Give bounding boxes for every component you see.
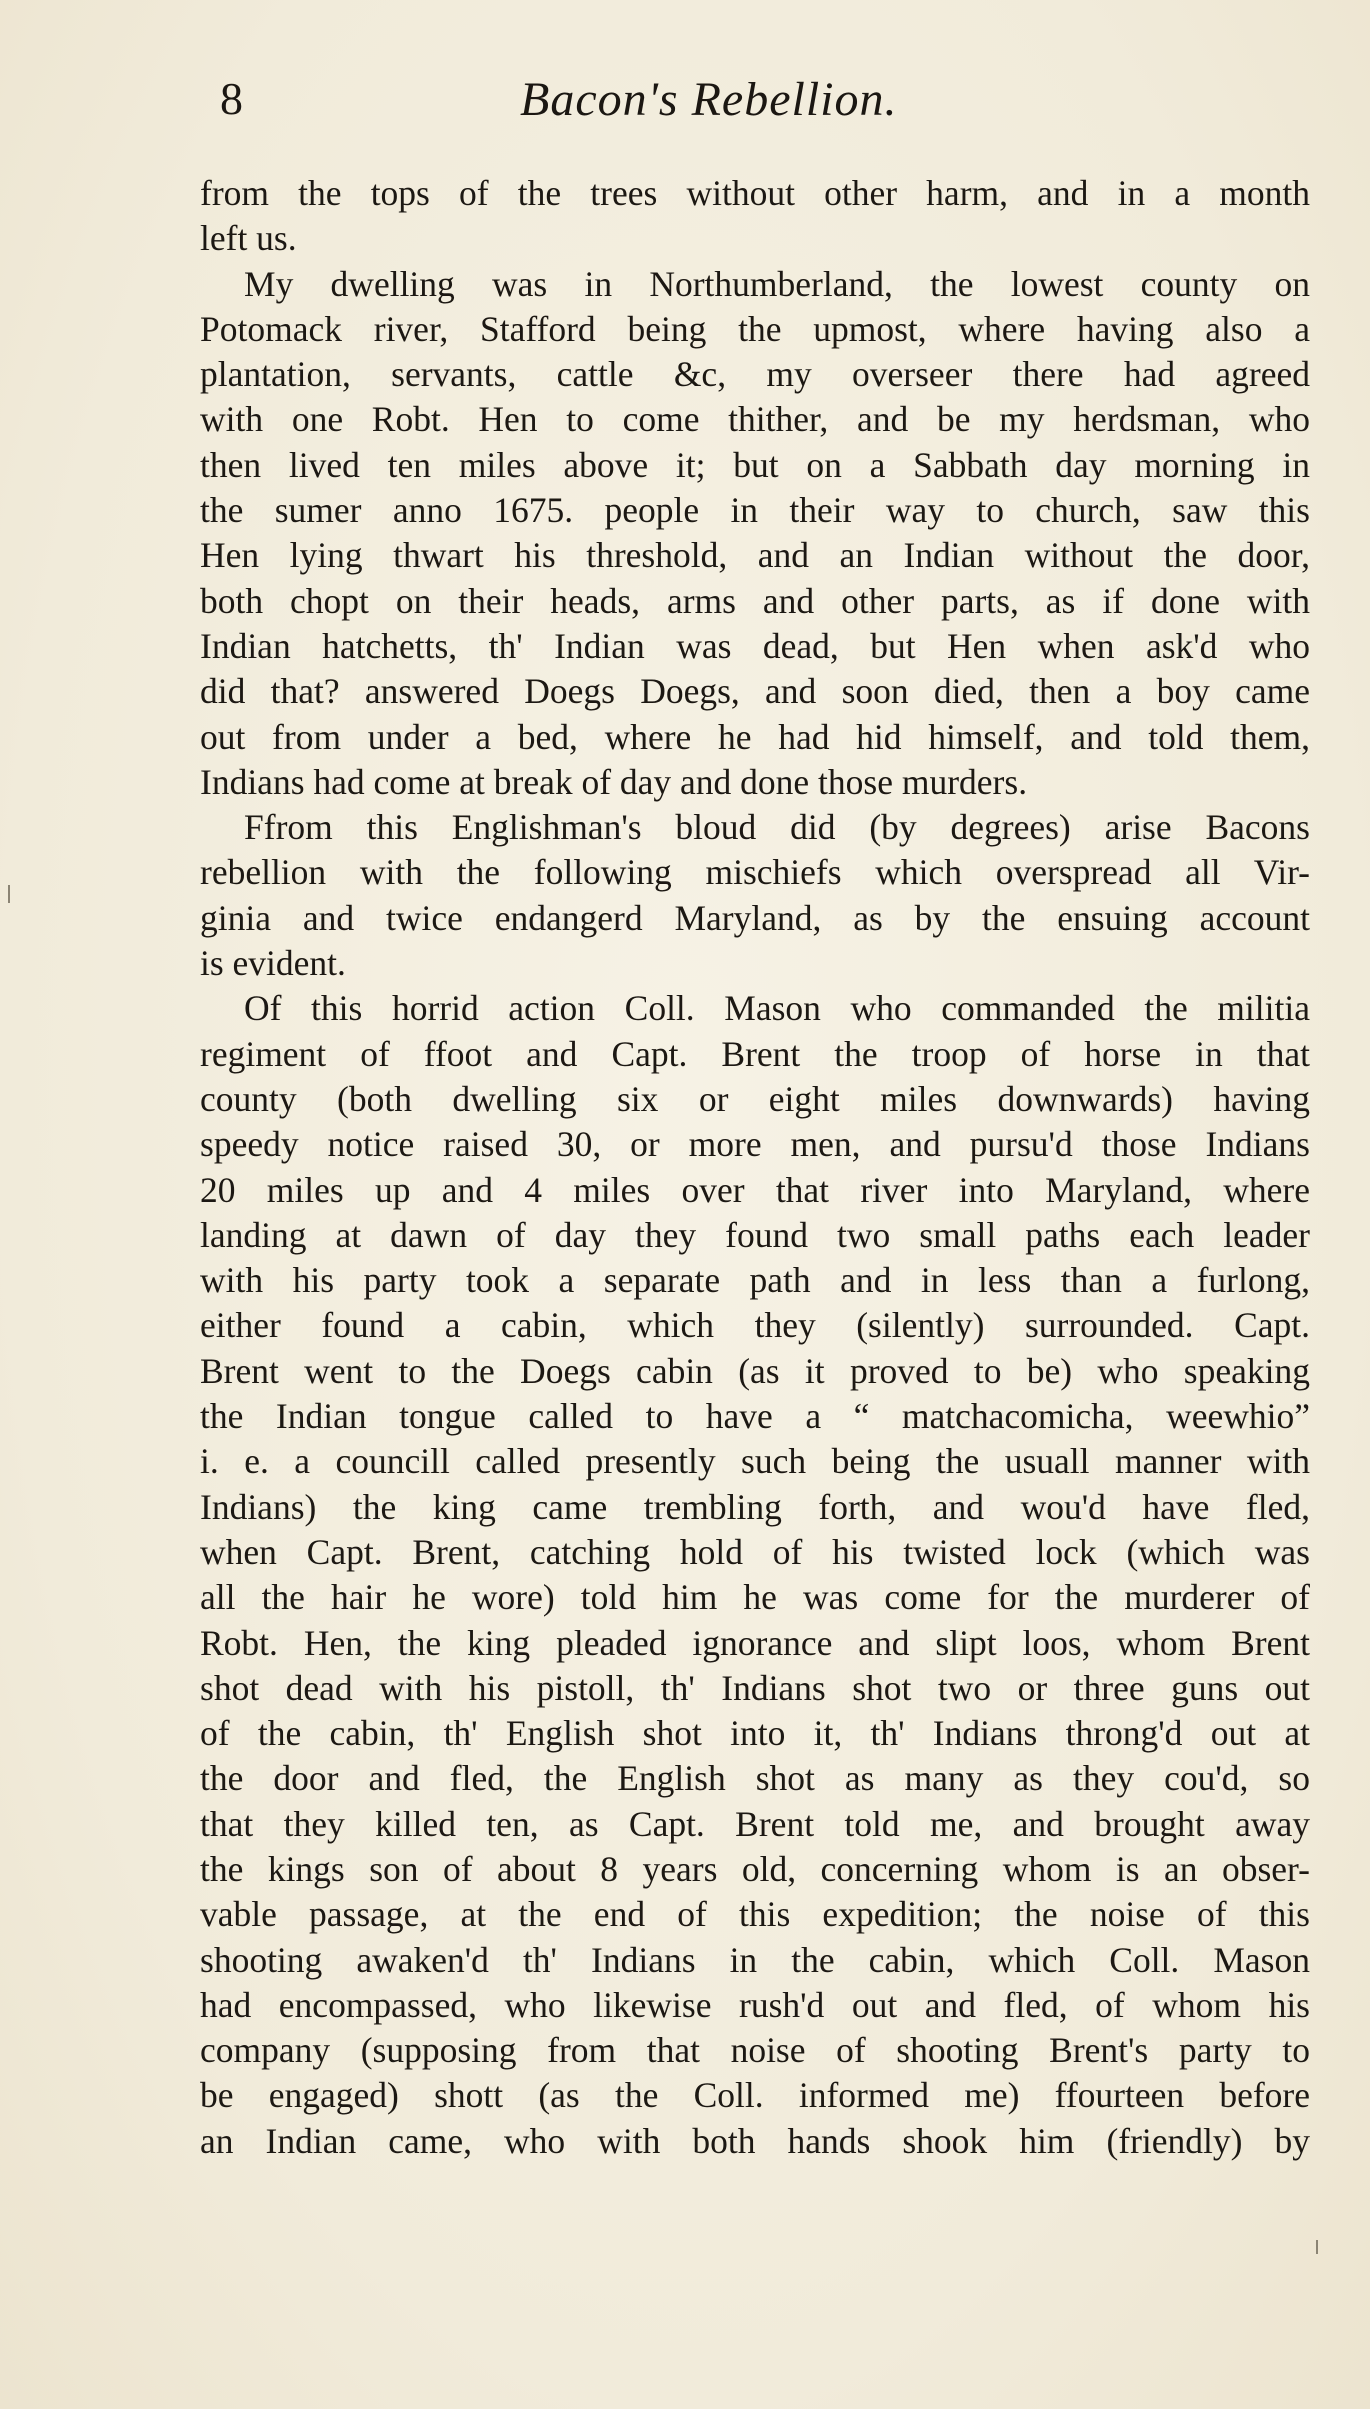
- text-line: the door and fled, the English shot as many as they cou'd, so: [200, 1758, 1310, 1799]
- text-line: when Capt. Brent, catching hold of his twisted lock (which was: [200, 1531, 1310, 1572]
- text-line: all the hair he wore) told him he was come for the murderer of: [200, 1577, 1310, 1618]
- text-line: ginia and twice endangerd Maryland, as by the ensuing account: [200, 897, 1310, 938]
- text-line: shooting awaken'd th' Indians in the cabin, which Coll. Mason: [200, 1939, 1310, 1980]
- text-line: regiment of ffoot and Capt. Brent the troop of horse in that: [200, 1033, 1310, 1074]
- text-line: vable passage, at the end of this expedition; the noise of this: [200, 1894, 1310, 1935]
- text-line: 20 miles up and 4 miles over that river into Maryland, where: [200, 1169, 1310, 1210]
- text-line: left us.: [200, 218, 297, 259]
- text-line: that they killed ten, as Capt. Brent told me, and brought away: [200, 1803, 1310, 1844]
- text-line: of the cabin, th' English shot into it, th' Indians throng'd out at: [200, 1713, 1310, 1754]
- text-line: plantation, servants, cattle &c, my overseer there had agreed: [200, 354, 1310, 395]
- text-line: did that? answered Doegs Doegs, and soon died, then a boy came: [200, 671, 1310, 712]
- text-line: Indian hatchetts, th' Indian was dead, but Hen when ask'd who: [200, 625, 1310, 666]
- text-line: the kings son of about 8 years old, concerning whom is an obser-: [200, 1848, 1310, 1889]
- text-line: then lived ten miles above it; but on a Sabbath day morning in: [200, 444, 1310, 485]
- text-line: Indians had come at break of day and done those murders.: [200, 761, 1028, 802]
- text-line: company (supposing from that noise of shooting Brent's party to: [200, 2030, 1310, 2071]
- running-title: Bacon's Rebellion.: [520, 73, 898, 126]
- page-header: [200, 72, 1310, 142]
- margin-mark: [8, 885, 10, 903]
- text-line: shot dead with his pistoll, th' Indians shot two or three guns out: [200, 1667, 1310, 1708]
- text-line: out from under a bed, where he had hid himself, and told them,: [200, 716, 1310, 757]
- text-line: both chopt on their heads, arms and other parts, as if done with: [200, 580, 1310, 621]
- text-line: the Indian tongue called to have a “ matchacomicha, weewhio”: [200, 1396, 1310, 1437]
- text-line: Of this horrid action Coll. Mason who commanded the militia: [244, 988, 1310, 1029]
- margin-mark: [1316, 2240, 1318, 2254]
- text-line: with his party took a separate path and in less than a furlong,: [200, 1260, 1310, 1301]
- text-line: My dwelling was in Northumberland, the lowest county on: [244, 263, 1310, 304]
- text-line: is evident.: [200, 943, 346, 984]
- text-line: from the tops of the trees without other harm, and in a month: [200, 173, 1310, 213]
- text-line: Potomack river, Stafford being the upmost, where having also a: [200, 308, 1310, 349]
- text-line: with one Robt. Hen to come thither, and be my herdsman, who: [200, 399, 1310, 440]
- text-line: Indians) the king came trembling forth, and wou'd have fled,: [200, 1486, 1310, 1527]
- text-line: Brent went to the Doegs cabin (as it proved to be) who speaking: [200, 1350, 1310, 1391]
- text-line: an Indian came, who with both hands shook him (friendly) by: [200, 2120, 1310, 2161]
- text-line: speedy notice raised 30, or more men, and pursu'd those Indians: [200, 1124, 1310, 1165]
- text-line: i. e. a councill called presently such being the usuall manner with: [200, 1441, 1310, 1482]
- text-line: Hen lying thwart his threshold, and an Indian without the door,: [200, 535, 1310, 576]
- body-text: [200, 171, 1310, 2164]
- text-line: county (both dwelling six or eight miles downwards) having: [200, 1078, 1310, 1119]
- text-line: had encompassed, who likewise rush'd out and fled, of whom his: [200, 1984, 1310, 2025]
- text-line: landing at dawn of day they found two small paths each leader: [200, 1214, 1310, 1255]
- text-line: Robt. Hen, the king pleaded ignorance and slipt loos, whom Brent: [200, 1622, 1310, 1663]
- text-line: either found a cabin, which they (silently) surrounded. Capt.: [200, 1305, 1310, 1346]
- text-line: rebellion with the following mischiefs which overspread all Vir-: [200, 852, 1310, 893]
- text-line: Ffrom this Englishman's bloud did (by degrees) arise Bacons: [244, 807, 1310, 848]
- page-number: 8: [220, 73, 243, 124]
- text-line: the sumer anno 1675. people in their way to church, saw this: [200, 490, 1310, 531]
- text-line: be engaged) shott (as the Coll. informed me) ffourteen before: [200, 2075, 1310, 2116]
